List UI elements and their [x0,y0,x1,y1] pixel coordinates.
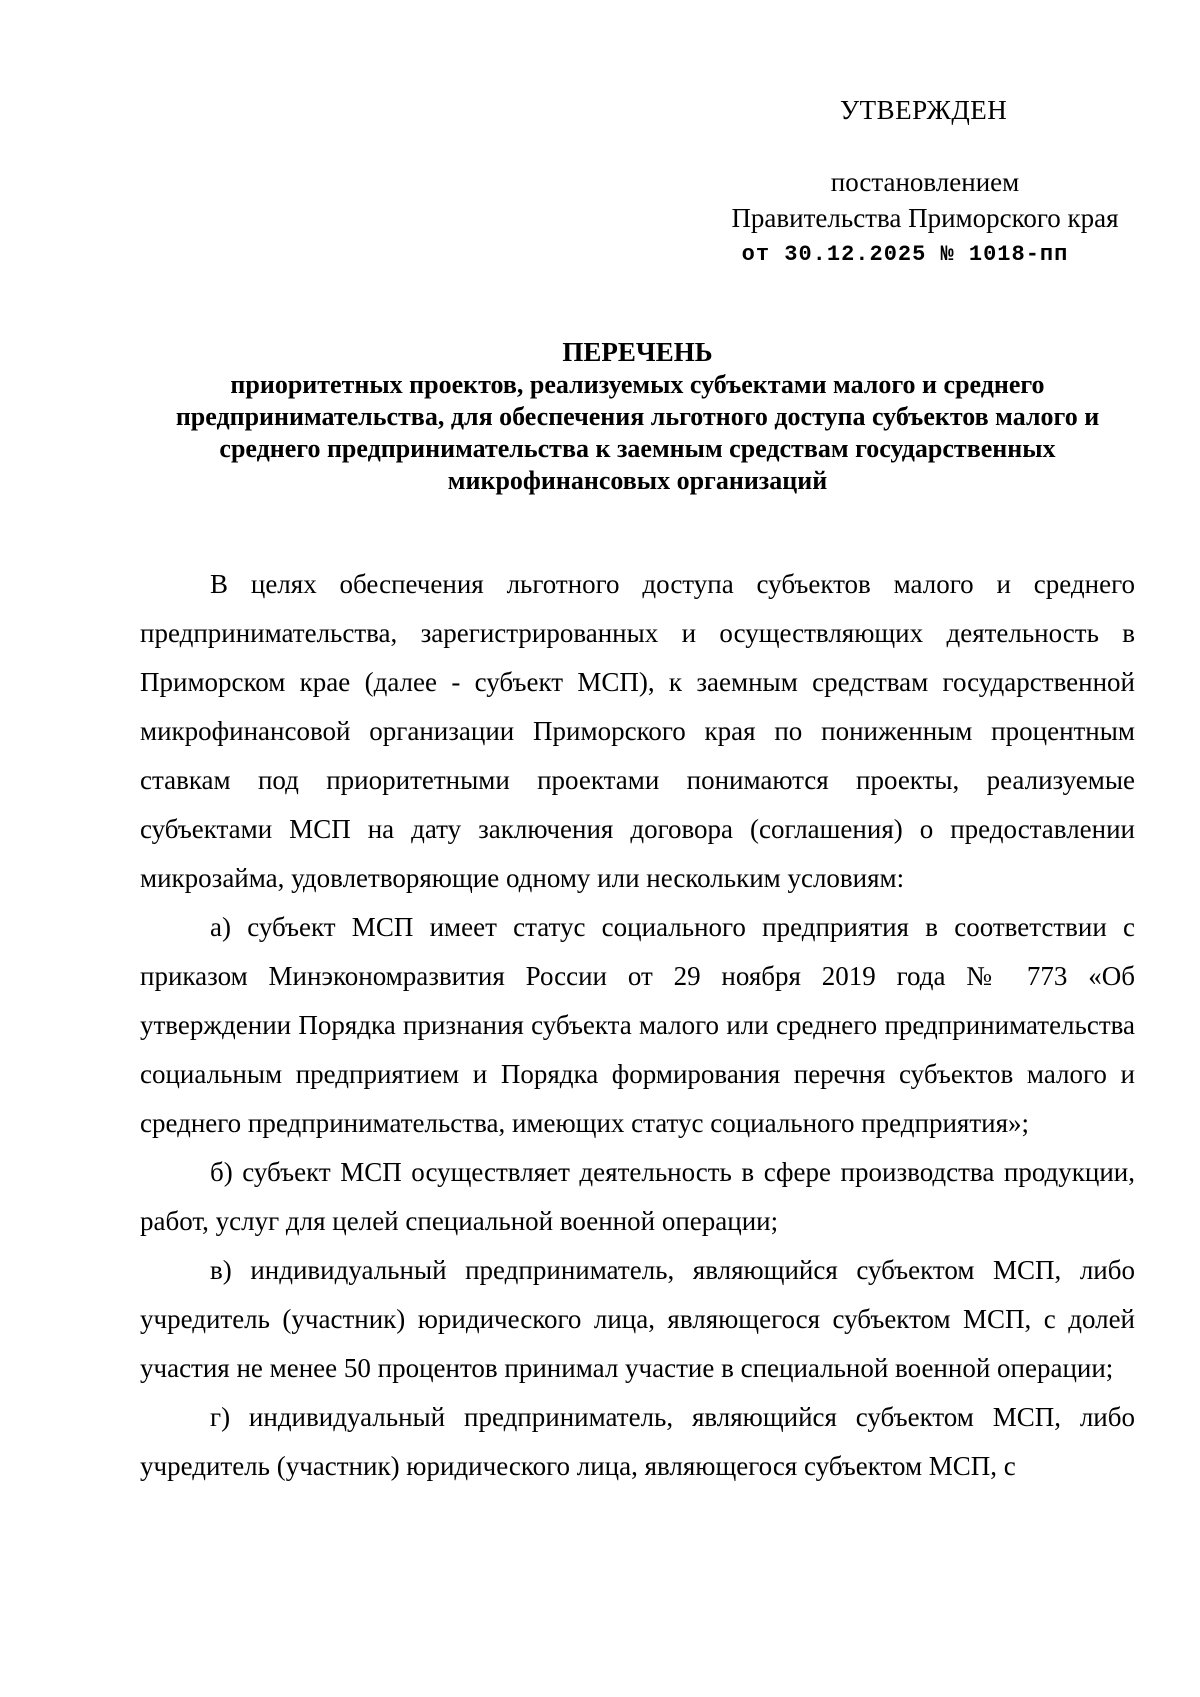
paragraph-a: а) субъект МСП имеет статус социального предприятия в соответствии с приказом Минэкономразвития России от 29 ноября 2019 года № 773 «Об утверждении Порядка признания субъекта малого или среднего предпринимательства социальным предприятием и Порядка формирования перечня субъектов малого и среднего предпринимательства, имеющих статус социального предприятия»; [140,912,1135,1138]
approval-by: постановлением [830,167,1020,197]
paragraph-intro: В целях обеспечения льготного доступа субъектов малого и среднего предпринимательства, зарегистрированных и осуществляющих деятельность в Приморском крае (далее - субъект МСП), к заемным средствам государственной микрофинансовой организации Приморского края по пониженным процентным ставкам под приоритетными проектами понимаются проекты, реализуемые субъектами МСП на дату заключения договора (соглашения) о предоставлении микрозайма, удовлетворяющие одному или нескольким условиям: [140,569,1135,893]
paragraph-g: г) индивидуальный предприниматель, являющийся субъектом МСП, либо учредитель (участник) юридического лица, являющегося субъектом МСП, с [140,1402,1135,1481]
approval-government: Правительства Приморского края [731,203,1119,233]
approval-number-stamp: от 30.12.2025 № 1018-пп [741,242,1069,267]
document-title [140,335,1135,497]
approval-block [700,95,1150,267]
paragraph-v: в) индивидуальный предприниматель, являющийся субъектом МСП, либо учредитель (участник) юридического лица, являющегося субъектом МСП, с долей участия не менее 50 процентов принимал участие в специальной военной операции; [140,1255,1135,1383]
document-body [140,560,1135,1491]
title-main: ПЕРЕЧЕНЬ [562,337,713,367]
title-subtitle: приоритетных проектов, реализуемых субъектами малого и среднего предпринимательства, для обеспечения льготного доступа субъектов малого и среднего предпринимательства к заемным средствам государственных микрофинансовых организаций [175,370,1100,495]
approved-label: УТВЕРЖДЕН [840,95,1008,125]
paragraph-b: б) субъект МСП осуществляет деятельность в сфере производства продукции, работ, услуг для целей специальной военной операции; [140,1157,1135,1236]
